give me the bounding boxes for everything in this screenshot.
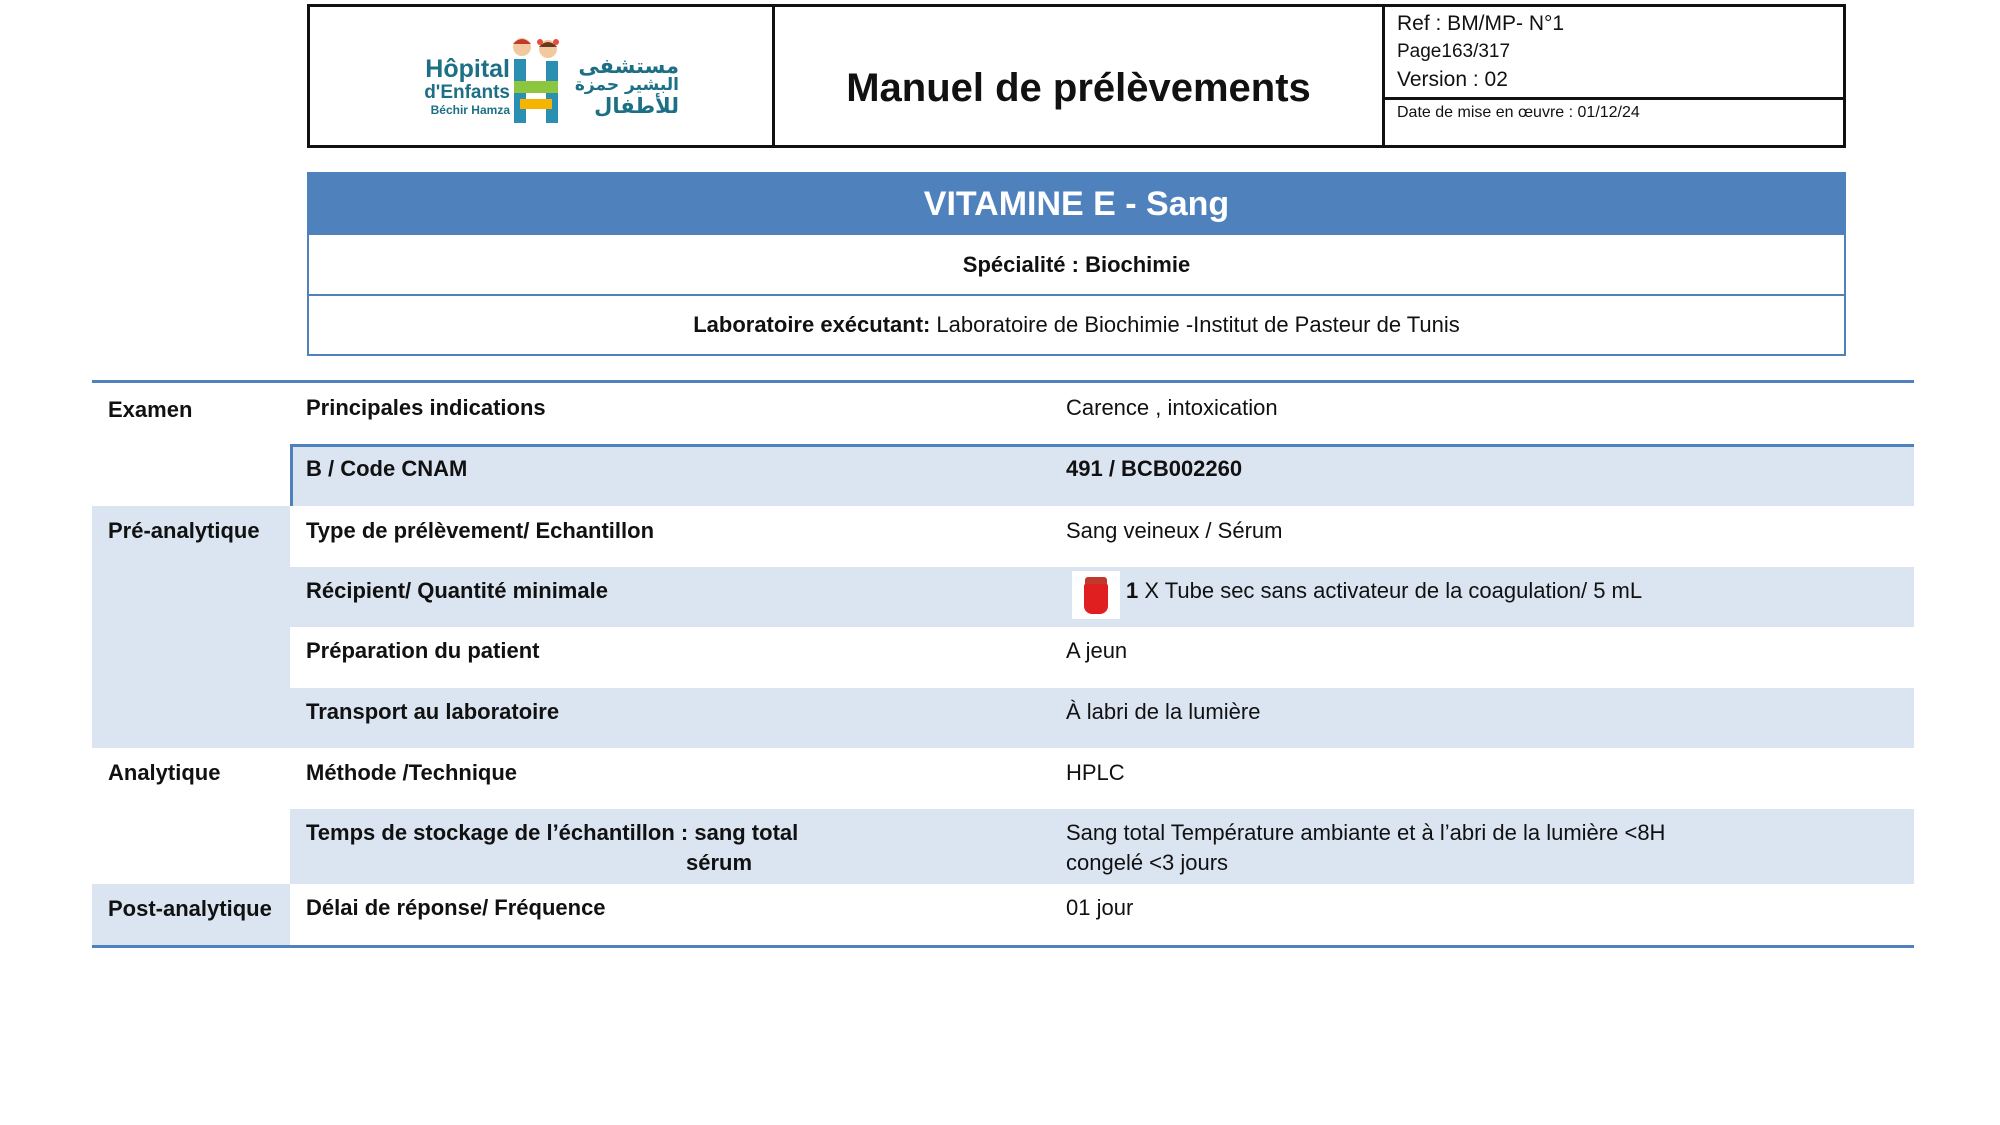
- row-label: Récipient/ Quantité minimale: [306, 578, 608, 603]
- table-row: [290, 567, 1914, 627]
- row-label: Type de prélèvement/ Echantillon: [306, 518, 655, 543]
- logo-line-2: d'Enfants: [424, 82, 510, 103]
- executing-lab: [309, 296, 1844, 354]
- logo-line-1: Hôpital: [425, 55, 510, 83]
- table-row: [290, 444, 1914, 506]
- exam-table: [92, 380, 1914, 948]
- row-label: Transport au laboratoire: [306, 699, 560, 724]
- tube-quantity: 1: [1126, 578, 1139, 603]
- table-row: [290, 748, 1914, 809]
- document-header: [307, 4, 1846, 148]
- row-value: A jeun: [1066, 638, 1128, 663]
- row-label: B / Code CNAM: [306, 456, 468, 481]
- row-value: Sang total Température ambiante et à l’abri de la lumière <8H: [1066, 820, 1666, 845]
- row-label-2: sérum: [686, 850, 753, 875]
- logo-arabic-line-3: للأطفال: [594, 93, 679, 118]
- row-value-2: congelé <3 jours: [1066, 850, 1229, 875]
- row-label: Préparation du patient: [306, 638, 540, 663]
- page-number: Page163/317: [1397, 41, 1511, 62]
- hospital-logo: [310, 7, 775, 145]
- row-value: HPLC: [1066, 760, 1125, 785]
- logo-children-icon: [506, 35, 566, 127]
- version: Version : 02: [1397, 68, 1508, 91]
- logo-line-3: Béchir Hamza: [430, 103, 510, 117]
- category-label: Examen: [108, 397, 193, 422]
- row-value: Sang veineux / Sérum: [1066, 518, 1283, 543]
- table-row: [290, 627, 1914, 688]
- table-row: [290, 809, 1914, 884]
- row-label: Principales indications: [306, 395, 546, 420]
- category-post-analytique: [92, 884, 290, 945]
- logo-arabic-line-2: البشير حمزة: [574, 75, 679, 96]
- category-pre-analytique: [92, 506, 290, 748]
- logo-arabic-line-1: مستشفى: [578, 54, 679, 78]
- category-label: Post-analytique: [108, 896, 272, 921]
- category-label: Pré-analytique: [108, 518, 260, 543]
- table-row: [290, 506, 1914, 567]
- row-value: 01 jour: [1066, 895, 1134, 920]
- table-row: [290, 688, 1914, 748]
- table-row: [290, 884, 1914, 945]
- logo-arabic-text: [564, 55, 679, 117]
- row-label: Délai de réponse/ Fréquence: [306, 895, 606, 920]
- lab-value: Laboratoire de Biochimie -Institut de Pasteur de Tunis: [936, 312, 1460, 337]
- category-label: Analytique: [108, 760, 221, 785]
- row-value: 491 / BCB002260: [1066, 456, 1243, 481]
- specialty: Spécialité : Biochimie: [309, 235, 1844, 296]
- ref-number: Ref : BM/MP- N°1: [1397, 12, 1565, 35]
- category-examen: [92, 383, 290, 506]
- implementation-date: Date de mise en œuvre : 01/12/24: [1397, 104, 1640, 121]
- table-bottom-border: [92, 945, 1914, 948]
- category-analytique: [92, 748, 290, 884]
- logo-latin-text: [400, 57, 510, 116]
- row-value: À labri de la lumière: [1066, 699, 1261, 724]
- exam-title: VITAMINE E - Sang: [309, 174, 1844, 235]
- row-value: [1126, 578, 1642, 604]
- tube-description: X Tube sec sans activateur de la coagulation/ 5 mL: [1138, 578, 1643, 603]
- exam-banner: [307, 172, 1846, 356]
- table-row: [290, 383, 1914, 444]
- red-dry-tube-icon: [1072, 571, 1120, 619]
- row-label: Temps de stockage de l’échantillon : sang total: [306, 820, 799, 845]
- document-meta: [1385, 7, 1843, 145]
- meta-info: [1385, 7, 1843, 100]
- document-title: Manuel de prélèvements: [775, 7, 1385, 145]
- row-value: Carence , intoxication: [1066, 395, 1278, 420]
- row-label: Méthode /Technique: [306, 760, 518, 785]
- lab-label: Laboratoire exécutant:: [693, 312, 931, 337]
